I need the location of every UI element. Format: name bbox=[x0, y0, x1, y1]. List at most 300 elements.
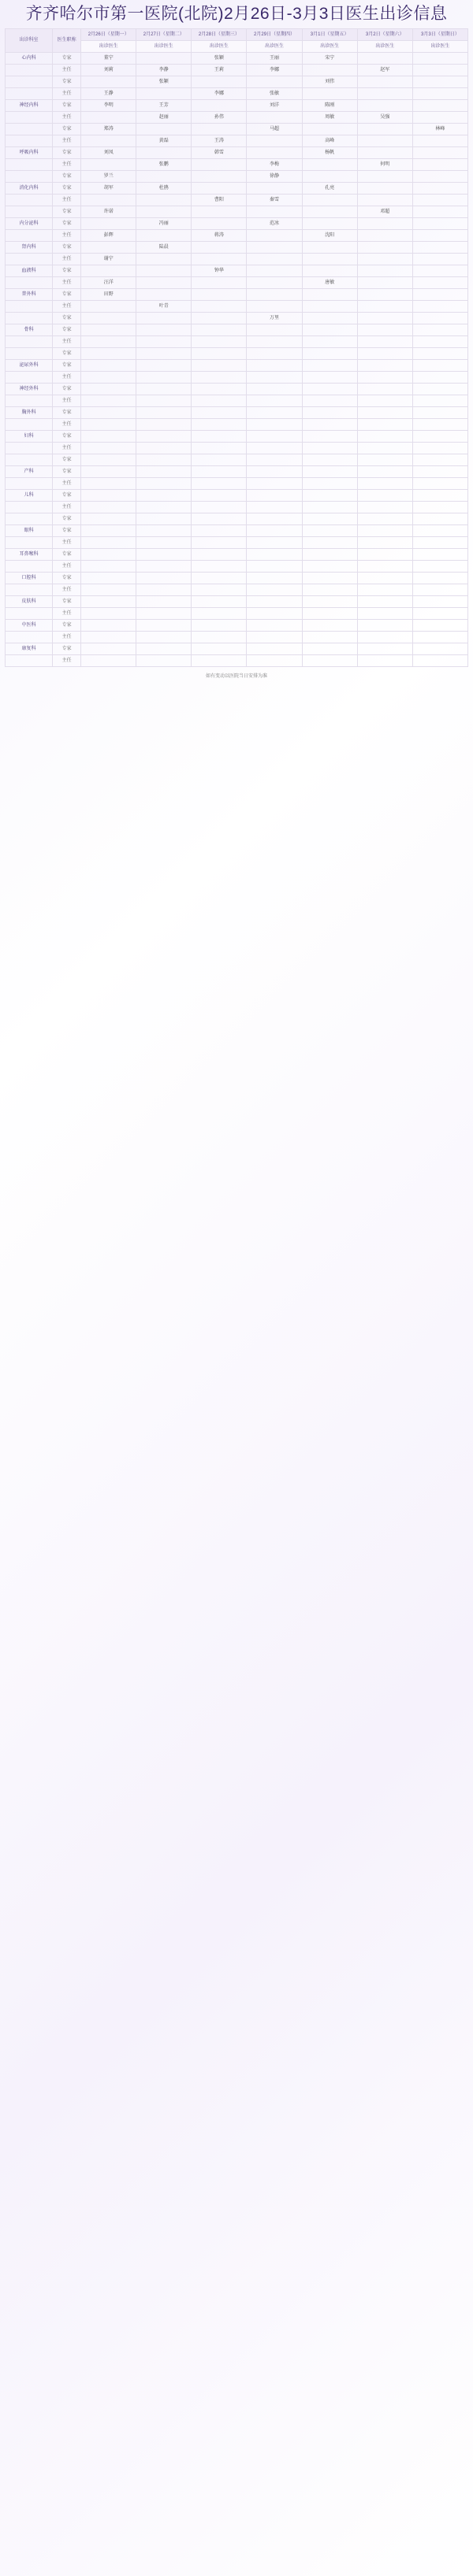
doctor-cell bbox=[357, 584, 412, 596]
doctor-cell bbox=[302, 537, 357, 549]
doctor-cell bbox=[357, 265, 412, 277]
level-cell: 主任 bbox=[53, 395, 81, 407]
sub-header: 出诊医生 bbox=[302, 41, 357, 53]
level-cell: 专家 bbox=[53, 431, 81, 443]
dept-cell bbox=[6, 112, 53, 124]
doctor-cell bbox=[412, 277, 467, 289]
doctor-cell bbox=[412, 88, 467, 100]
table-row bbox=[6, 76, 468, 88]
table-row bbox=[6, 301, 468, 313]
doctor-cell bbox=[302, 395, 357, 407]
doctor-cell bbox=[81, 419, 136, 431]
doctor-cell bbox=[412, 419, 467, 431]
doctor-cell: 胡军 bbox=[81, 183, 136, 195]
table-row bbox=[6, 100, 468, 112]
doctor-cell bbox=[247, 112, 302, 124]
doctor-cell bbox=[247, 584, 302, 596]
doctor-cell bbox=[192, 289, 247, 301]
doctor-cell bbox=[357, 76, 412, 88]
doctor-cell bbox=[81, 643, 136, 655]
doctor-cell bbox=[136, 573, 192, 584]
doctor-cell bbox=[192, 466, 247, 478]
level-cell: 主任 bbox=[53, 419, 81, 431]
dept-cell bbox=[6, 655, 53, 667]
sub-header: 出诊医生 bbox=[192, 41, 247, 53]
doctor-cell: 杨帆 bbox=[302, 147, 357, 159]
doctor-cell bbox=[247, 573, 302, 584]
doctor-cell bbox=[247, 643, 302, 655]
doctor-cell bbox=[136, 620, 192, 632]
doctor-cell bbox=[412, 632, 467, 643]
doctor-cell bbox=[302, 206, 357, 218]
level-cell: 主任 bbox=[53, 301, 81, 313]
doctor-cell bbox=[81, 490, 136, 502]
doctor-cell bbox=[192, 502, 247, 513]
doctor-cell bbox=[192, 478, 247, 490]
dept-cell bbox=[6, 135, 53, 147]
doctor-cell: 孔亮 bbox=[302, 183, 357, 195]
doctor-cell bbox=[136, 490, 192, 502]
sub-header: 出诊医生 bbox=[81, 41, 136, 53]
doctor-cell bbox=[192, 537, 247, 549]
table-row bbox=[6, 478, 468, 490]
doctor-cell bbox=[247, 301, 302, 313]
dept-cell: 中医科 bbox=[6, 620, 53, 632]
doctor-cell bbox=[136, 478, 192, 490]
dept-cell bbox=[6, 336, 53, 348]
level-cell: 专家 bbox=[53, 573, 81, 584]
level-cell: 专家 bbox=[53, 407, 81, 419]
doctor-cell bbox=[247, 348, 302, 360]
doctor-cell bbox=[192, 159, 247, 171]
dept-cell bbox=[6, 301, 53, 313]
dept-cell bbox=[6, 230, 53, 242]
doctor-cell bbox=[247, 431, 302, 443]
level-cell: 专家 bbox=[53, 620, 81, 632]
doctor-cell bbox=[81, 620, 136, 632]
doctor-cell bbox=[192, 573, 247, 584]
doctor-cell: 彭辉 bbox=[81, 230, 136, 242]
table-row bbox=[6, 584, 468, 596]
doctor-cell bbox=[192, 171, 247, 183]
doctor-cell bbox=[136, 395, 192, 407]
doctor-cell bbox=[412, 584, 467, 596]
doctor-cell bbox=[412, 206, 467, 218]
doctor-cell bbox=[81, 478, 136, 490]
doctor-cell bbox=[192, 620, 247, 632]
level-cell: 主任 bbox=[53, 478, 81, 490]
doctor-cell bbox=[302, 443, 357, 454]
level-cell: 专家 bbox=[53, 218, 81, 230]
dept-cell bbox=[6, 478, 53, 490]
level-cell: 主任 bbox=[53, 502, 81, 513]
level-cell: 专家 bbox=[53, 53, 81, 65]
doctor-cell bbox=[302, 301, 357, 313]
dept-cell bbox=[6, 206, 53, 218]
doctor-cell: 李娜 bbox=[192, 88, 247, 100]
dept-cell bbox=[6, 348, 53, 360]
dept-cell bbox=[6, 608, 53, 620]
doctor-cell bbox=[357, 53, 412, 65]
table-row bbox=[6, 490, 468, 502]
doctor-cell bbox=[247, 265, 302, 277]
dept-cell bbox=[6, 313, 53, 324]
day-header: 2月26日（星期一） bbox=[81, 29, 136, 41]
doctor-cell bbox=[81, 76, 136, 88]
doctor-cell bbox=[412, 53, 467, 65]
doctor-cell bbox=[136, 277, 192, 289]
table-row bbox=[6, 596, 468, 608]
doctor-cell bbox=[357, 171, 412, 183]
day-header: 2月29日（星期四） bbox=[247, 29, 302, 41]
doctor-cell bbox=[412, 112, 467, 124]
doctor-cell bbox=[302, 336, 357, 348]
doctor-cell bbox=[412, 573, 467, 584]
doctor-cell: 叶青 bbox=[136, 301, 192, 313]
dept-cell bbox=[6, 443, 53, 454]
doctor-cell bbox=[192, 206, 247, 218]
doctor-cell bbox=[302, 218, 357, 230]
doctor-cell bbox=[302, 643, 357, 655]
dept-cell bbox=[6, 159, 53, 171]
table-row bbox=[6, 135, 468, 147]
doctor-cell bbox=[412, 360, 467, 372]
doctor-cell bbox=[357, 100, 412, 112]
doctor-cell: 赵丽 bbox=[136, 112, 192, 124]
table-body bbox=[6, 53, 468, 667]
doctor-cell bbox=[247, 632, 302, 643]
doctor-cell bbox=[247, 443, 302, 454]
doctor-cell bbox=[412, 608, 467, 620]
doctor-cell bbox=[357, 490, 412, 502]
doctor-cell bbox=[247, 147, 302, 159]
level-cell: 主任 bbox=[53, 88, 81, 100]
doctor-cell bbox=[357, 643, 412, 655]
doctor-cell bbox=[357, 301, 412, 313]
doctor-cell bbox=[81, 466, 136, 478]
doctor-cell bbox=[302, 466, 357, 478]
doctor-cell bbox=[302, 242, 357, 254]
doctor-cell bbox=[302, 313, 357, 324]
doctor-cell: 孙伟 bbox=[192, 112, 247, 124]
doctor-cell bbox=[302, 655, 357, 667]
doctor-cell: 王芳 bbox=[136, 100, 192, 112]
dept-cell bbox=[6, 502, 53, 513]
level-cell: 主任 bbox=[53, 135, 81, 147]
level-cell: 专家 bbox=[53, 454, 81, 466]
doctor-cell bbox=[81, 549, 136, 561]
doctor-cell bbox=[81, 112, 136, 124]
doctor-cell bbox=[136, 431, 192, 443]
doctor-cell bbox=[136, 336, 192, 348]
doctor-cell bbox=[136, 372, 192, 384]
doctor-cell bbox=[302, 360, 357, 372]
dept-cell bbox=[6, 561, 53, 573]
table-row bbox=[6, 65, 468, 76]
doctor-cell: 万里 bbox=[247, 313, 302, 324]
doctor-cell bbox=[357, 183, 412, 195]
doctor-cell bbox=[247, 620, 302, 632]
doctor-cell bbox=[136, 348, 192, 360]
doctor-cell bbox=[247, 230, 302, 242]
doctor-cell bbox=[192, 632, 247, 643]
table-row bbox=[6, 313, 468, 324]
doctor-cell bbox=[192, 313, 247, 324]
doctor-cell bbox=[81, 584, 136, 596]
doctor-cell bbox=[357, 348, 412, 360]
doctor-cell: 罗兰 bbox=[81, 171, 136, 183]
table-row bbox=[6, 525, 468, 537]
doctor-cell bbox=[302, 324, 357, 336]
doctor-cell bbox=[81, 395, 136, 407]
doctor-cell bbox=[247, 277, 302, 289]
doctor-cell: 沈阳 bbox=[302, 230, 357, 242]
level-cell: 主任 bbox=[53, 254, 81, 265]
doctor-cell bbox=[247, 206, 302, 218]
table-row bbox=[6, 88, 468, 100]
doctor-cell bbox=[192, 348, 247, 360]
doctor-cell bbox=[136, 513, 192, 525]
level-cell: 专家 bbox=[53, 384, 81, 395]
doctor-cell bbox=[302, 608, 357, 620]
doctor-cell: 刘洋 bbox=[247, 100, 302, 112]
level-cell: 专家 bbox=[53, 324, 81, 336]
doctor-cell bbox=[357, 254, 412, 265]
doctor-cell bbox=[136, 147, 192, 159]
doctor-cell bbox=[302, 195, 357, 206]
doctor-cell bbox=[302, 584, 357, 596]
doctor-cell bbox=[302, 171, 357, 183]
doctor-cell bbox=[412, 195, 467, 206]
dept-cell bbox=[6, 124, 53, 135]
doctor-cell bbox=[136, 289, 192, 301]
doctor-cell bbox=[247, 596, 302, 608]
doctor-cell bbox=[81, 324, 136, 336]
dept-cell: 胸外科 bbox=[6, 407, 53, 419]
doctor-cell: 马超 bbox=[247, 124, 302, 135]
dept-cell: 心内科 bbox=[6, 53, 53, 65]
table-row bbox=[6, 206, 468, 218]
doctor-cell bbox=[192, 490, 247, 502]
doctor-cell bbox=[136, 596, 192, 608]
dept-cell: 血液科 bbox=[6, 265, 53, 277]
table-row bbox=[6, 655, 468, 667]
doctor-cell bbox=[136, 525, 192, 537]
dept-column-header: 出诊科室 bbox=[6, 29, 53, 53]
doctor-cell bbox=[136, 632, 192, 643]
doctor-cell bbox=[357, 596, 412, 608]
table-row bbox=[6, 372, 468, 384]
doctor-cell bbox=[357, 88, 412, 100]
level-cell: 主任 bbox=[53, 277, 81, 289]
doctor-cell bbox=[412, 655, 467, 667]
doctor-cell bbox=[412, 183, 467, 195]
doctor-cell bbox=[412, 620, 467, 632]
doctor-cell bbox=[412, 76, 467, 88]
doctor-cell bbox=[412, 242, 467, 254]
doctor-cell bbox=[192, 76, 247, 88]
doctor-cell bbox=[192, 443, 247, 454]
doctor-cell bbox=[357, 525, 412, 537]
doctor-cell bbox=[192, 384, 247, 395]
doctor-cell: 何明 bbox=[357, 159, 412, 171]
doctor-cell: 刘莉 bbox=[81, 65, 136, 76]
doctor-cell bbox=[412, 596, 467, 608]
doctor-cell bbox=[136, 265, 192, 277]
table-row bbox=[6, 348, 468, 360]
table-row bbox=[6, 336, 468, 348]
doctor-cell bbox=[81, 159, 136, 171]
doctor-cell bbox=[136, 171, 192, 183]
doctor-cell bbox=[302, 478, 357, 490]
doctor-cell bbox=[412, 431, 467, 443]
doctor-cell: 李梅 bbox=[247, 159, 302, 171]
doctor-cell bbox=[81, 513, 136, 525]
level-cell: 专家 bbox=[53, 348, 81, 360]
doctor-cell bbox=[136, 206, 192, 218]
doctor-cell bbox=[302, 549, 357, 561]
level-cell: 专家 bbox=[53, 596, 81, 608]
doctor-cell bbox=[247, 384, 302, 395]
level-cell: 主任 bbox=[53, 443, 81, 454]
level-cell: 专家 bbox=[53, 76, 81, 88]
level-cell: 专家 bbox=[53, 549, 81, 561]
level-cell: 专家 bbox=[53, 171, 81, 183]
doctor-cell bbox=[136, 466, 192, 478]
doctor-cell bbox=[247, 254, 302, 265]
table-row bbox=[6, 360, 468, 372]
doctor-cell bbox=[192, 100, 247, 112]
table-row bbox=[6, 537, 468, 549]
table-row bbox=[6, 643, 468, 655]
table-row bbox=[6, 171, 468, 183]
table-row bbox=[6, 195, 468, 206]
doctor-cell bbox=[247, 561, 302, 573]
level-column-header: 医生职称 bbox=[53, 29, 81, 53]
doctor-cell bbox=[302, 525, 357, 537]
level-cell: 专家 bbox=[53, 466, 81, 478]
level-cell: 主任 bbox=[53, 65, 81, 76]
sub-header: 出诊医生 bbox=[357, 41, 412, 53]
doctor-cell bbox=[192, 655, 247, 667]
doctor-cell: 韩雪 bbox=[192, 147, 247, 159]
doctor-cell bbox=[192, 395, 247, 407]
doctor-cell bbox=[357, 242, 412, 254]
doctor-cell: 李明 bbox=[81, 100, 136, 112]
table-row bbox=[6, 466, 468, 478]
doctor-cell bbox=[136, 502, 192, 513]
table-row bbox=[6, 419, 468, 431]
doctor-cell bbox=[192, 549, 247, 561]
doctor-cell bbox=[412, 502, 467, 513]
doctor-cell bbox=[136, 655, 192, 667]
doctor-cell bbox=[412, 561, 467, 573]
doctor-cell bbox=[412, 537, 467, 549]
doctor-cell bbox=[136, 254, 192, 265]
doctor-cell bbox=[192, 561, 247, 573]
doctor-cell: 钟华 bbox=[192, 265, 247, 277]
doctor-cell bbox=[81, 384, 136, 395]
doctor-cell bbox=[247, 419, 302, 431]
doctor-cell bbox=[136, 537, 192, 549]
level-cell: 专家 bbox=[53, 513, 81, 525]
doctor-cell bbox=[412, 230, 467, 242]
doctor-cell bbox=[81, 360, 136, 372]
doctor-cell bbox=[81, 632, 136, 643]
doctor-cell bbox=[81, 573, 136, 584]
doctor-cell bbox=[192, 218, 247, 230]
table-row bbox=[6, 502, 468, 513]
doctor-cell bbox=[136, 561, 192, 573]
doctor-cell bbox=[302, 289, 357, 301]
dept-cell bbox=[6, 65, 53, 76]
doctor-cell bbox=[357, 384, 412, 395]
level-cell: 专家 bbox=[53, 265, 81, 277]
doctor-cell bbox=[81, 195, 136, 206]
doctor-cell: 冯丽 bbox=[136, 218, 192, 230]
level-cell: 主任 bbox=[53, 159, 81, 171]
dept-cell: 口腔科 bbox=[6, 573, 53, 584]
dept-cell bbox=[6, 254, 53, 265]
doctor-cell bbox=[412, 372, 467, 384]
doctor-cell bbox=[81, 313, 136, 324]
doctor-cell bbox=[357, 431, 412, 443]
doctor-cell bbox=[192, 324, 247, 336]
doctor-cell bbox=[412, 549, 467, 561]
doctor-cell bbox=[81, 596, 136, 608]
doctor-cell bbox=[81, 431, 136, 443]
doctor-cell bbox=[357, 573, 412, 584]
doctor-cell bbox=[357, 395, 412, 407]
doctor-cell bbox=[136, 88, 192, 100]
doctor-cell: 张颖 bbox=[136, 76, 192, 88]
doctor-cell: 张鹏 bbox=[136, 159, 192, 171]
doctor-cell bbox=[302, 632, 357, 643]
dept-cell: 康复科 bbox=[6, 643, 53, 655]
dept-cell bbox=[6, 419, 53, 431]
doctor-cell bbox=[412, 65, 467, 76]
doctor-cell bbox=[81, 348, 136, 360]
doctor-cell bbox=[412, 407, 467, 419]
day-header: 3月3日（星期日） bbox=[412, 29, 467, 41]
table-row bbox=[6, 632, 468, 643]
doctor-cell bbox=[412, 454, 467, 466]
doctor-cell bbox=[302, 348, 357, 360]
doctor-cell bbox=[192, 596, 247, 608]
doctor-cell bbox=[192, 525, 247, 537]
level-cell: 专家 bbox=[53, 183, 81, 195]
doctor-cell bbox=[247, 360, 302, 372]
doctor-cell: 陈刚 bbox=[302, 100, 357, 112]
doctor-cell bbox=[247, 549, 302, 561]
dept-cell bbox=[6, 88, 53, 100]
doctor-cell bbox=[357, 655, 412, 667]
doctor-cell bbox=[247, 525, 302, 537]
level-cell: 主任 bbox=[53, 372, 81, 384]
doctor-cell bbox=[357, 230, 412, 242]
doctor-cell bbox=[412, 313, 467, 324]
doctor-cell bbox=[302, 573, 357, 584]
doctor-cell bbox=[357, 360, 412, 372]
doctor-cell bbox=[136, 549, 192, 561]
dept-cell: 耳鼻喉科 bbox=[6, 549, 53, 561]
doctor-cell bbox=[136, 384, 192, 395]
doctor-cell bbox=[357, 324, 412, 336]
doctor-cell: 田野 bbox=[81, 289, 136, 301]
doctor-cell: 秦雪 bbox=[247, 195, 302, 206]
doctor-cell: 张敏 bbox=[247, 88, 302, 100]
dept-cell bbox=[6, 277, 53, 289]
